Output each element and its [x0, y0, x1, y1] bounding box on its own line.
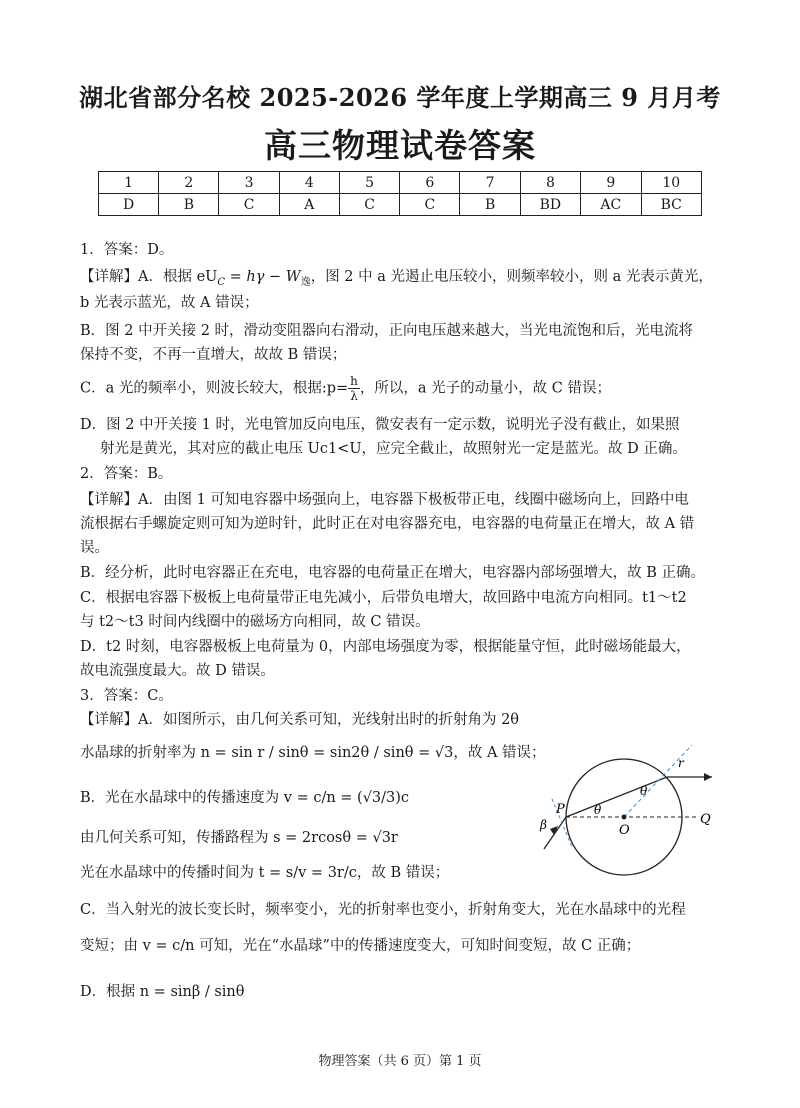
q3-refractive-index: 水晶球的折射率为 n = sin r / sinθ = sin2θ / sinθ = √3，故 A 错误； — [80, 745, 546, 761]
question-number-cell: 4 — [279, 172, 339, 194]
q1-option-a-line1: 【详解】A．根据 $eU_C = h\gamma - W_逸$，图 2 中 a 光遏止电压较小，则频率较小，则 a 光表示黄光， — [80, 269, 713, 288]
q1-option-d-line1: D．图 2 中开关接 1 时，光电管加反向电压，微安表有一定示数，说明光子没有截止，如果照 — [80, 417, 680, 433]
answer-table-answer-row — [99, 194, 702, 216]
q3-answer: 3．答案：C。 — [80, 688, 173, 704]
q1-option-d-line2: 射光是黄光，其对应的截止电压 Uc1<U，应完全截止，故照射光一定是蓝光。故 D 正确。 — [100, 441, 687, 457]
exit-arrow-icon — [704, 773, 712, 781]
q3-travel-time: 光在水晶球中的传播时间为 t = s/v = 3r/c，故 B 错误； — [80, 865, 450, 881]
answer-cell: BD — [520, 194, 580, 216]
question-number-cell: 3 — [219, 172, 279, 194]
q1-option-b-line2: 保持不变，不再一直增大，故故 B 错误； — [80, 347, 347, 363]
label-r: r — [678, 756, 684, 770]
q3-option-c-line1: C．当入射光的波长变长时，频率变小，光的折射率也变小，折射角变大，光在水晶球中的光程 — [80, 902, 686, 918]
label-beta: β — [540, 818, 547, 832]
answer-cell: B — [159, 194, 219, 216]
q1-c-text2: ，所以，a 光子的动量小，故 C 错误； — [359, 380, 611, 397]
q2-option-c-line2: 与 t2～t3 时间内线圈中的磁场方向相同，故 C 错误。 — [80, 614, 430, 630]
question-number-cell: 8 — [520, 172, 580, 194]
crystal-ball-diagram — [532, 737, 732, 877]
answer-cell: A — [279, 194, 339, 216]
refracted-ray — [566, 777, 667, 817]
q3-path-length: 由几何关系可知，传播路程为 s = 2rcosθ = √3r — [80, 830, 398, 846]
question-number-cell: 2 — [159, 172, 219, 194]
q3-option-b-speed: B．光在水晶球中的传播速度为 v = c/n = (√3/3)c — [80, 790, 410, 806]
question-number-cell: 1 — [99, 172, 159, 194]
label-theta-exit: θ — [640, 784, 648, 798]
q2-answer: 2．答案：B。 — [80, 466, 173, 482]
q1-c-text1: C．a 光的频率小，则波长较大，根据:p= — [80, 380, 349, 397]
q2-option-b: B．经分析，此时电容器正在充电，电容器的电荷量正在增大，电容器内部场强增大，故 B 正确。 — [80, 565, 706, 581]
center-point — [622, 815, 627, 820]
incident-ray — [544, 817, 566, 849]
q1-a-text1: 【详解】A．根据 eU — [80, 269, 218, 285]
label-theta-entry: θ — [594, 803, 602, 817]
answer-cell: B — [460, 194, 520, 216]
q2-option-c-line1: C．根据电容器下极板上电荷量带正电先减小，后带负电增大，故回路中电流方向相同。t1～t2 — [80, 590, 687, 606]
answer-table-number-row — [99, 172, 702, 194]
q2-option-a-line1: 【详解】A．由图 1 可知电容器中场强向上，电容器下极板带正电，线圈中磁场向上，回路中电 — [80, 492, 689, 508]
answer-cell: C — [400, 194, 460, 216]
answer-cell: AC — [581, 194, 641, 216]
question-number-cell: 9 — [581, 172, 641, 194]
exam-title: 湖北省部分名校 2025-2026 学年度上学期高三 9 月月考 — [79, 83, 721, 112]
q1-option-a-line2: b 光表示蓝光，故 A 错误； — [80, 295, 259, 311]
label-q: Q — [700, 812, 711, 827]
q3-option-c-line2: 变短；由 v = c/n 可知，光在“水晶球”中的传播速度变大，可知时间变短，故 C 正确； — [80, 938, 641, 954]
q2-option-a-line3: 误。 — [80, 540, 109, 556]
label-o: O — [619, 823, 630, 838]
answer-sheet-title: 高三物理试卷答案 — [264, 126, 536, 165]
answer-cell: D — [99, 194, 159, 216]
page-footer: 物理答案（共 6 页）第 1 页 — [318, 1054, 482, 1069]
q1-a-text2: ，图 2 中 a 光遏止电压较小，则频率较小，则 a 光表示黄光， — [310, 269, 713, 285]
q1-answer: 1．答案：D。 — [80, 242, 174, 258]
q3-option-d: D．根据 n = sinβ / sinθ — [80, 984, 245, 1000]
question-number-cell: 5 — [339, 172, 399, 194]
q1-einstein-formula: = hγ − W — [229, 269, 301, 285]
question-number-cell: 7 — [460, 172, 520, 194]
answer-cell: C — [219, 194, 279, 216]
q2-option-d-line2: 故电流强度最大。故 D 错误。 — [80, 663, 275, 679]
question-number-cell: 10 — [641, 172, 701, 194]
question-number-cell: 6 — [400, 172, 460, 194]
q2-option-a-line2: 流根据右手螺旋定则可知为逆时针，此时正在对电容器充电，电容器的电荷量正在增大，故 A 错 — [80, 516, 695, 532]
answer-cell: BC — [641, 194, 701, 216]
q3-option-a-line1: 【详解】A．如图所示，由几何关系可知，光线射出时的折射角为 2θ — [80, 712, 520, 728]
answer-cell: C — [339, 194, 399, 216]
answer-table — [98, 171, 702, 216]
q2-option-d-line1: D．t2 时刻，电容器极板上电荷量为 0，内部电场强度为零，根据能量守恒，此时磁场能最大， — [80, 639, 691, 655]
q1-option-c — [80, 374, 720, 403]
label-p: P — [556, 802, 565, 817]
q1-option-b-line1: B．图 2 中开关接 2 时，滑动变阻器向右滑动，正向电压越来越大，当光电流饱和后，光电流将 — [80, 323, 694, 339]
q1-momentum-fraction: $\frac{h}{\lambda}$ — [350, 374, 358, 403]
